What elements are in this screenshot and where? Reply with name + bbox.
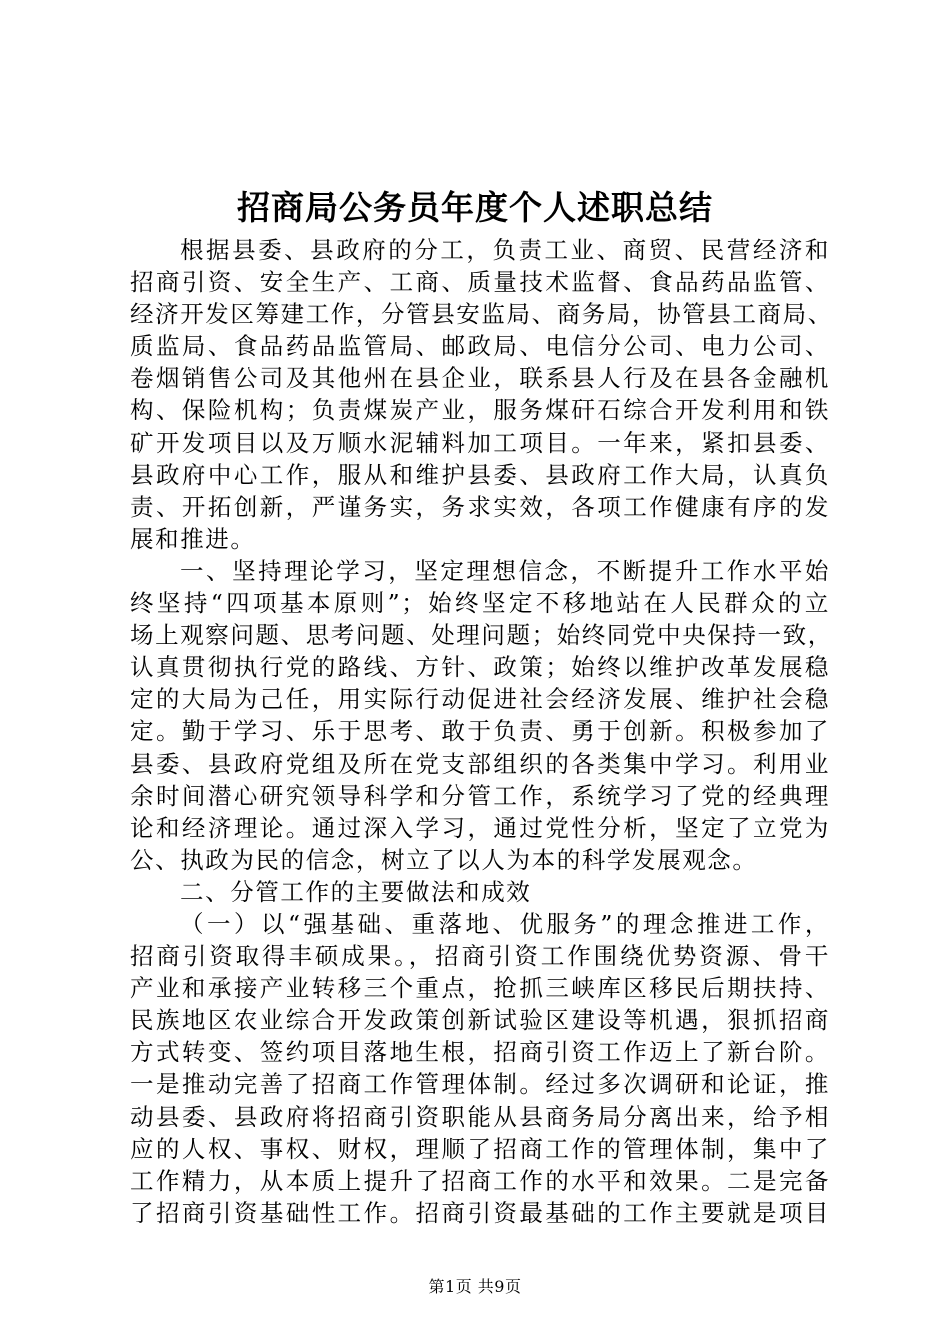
body-line: 论和经济理论。通过深入学习，通过党性分析，坚定了立党为 xyxy=(130,813,830,842)
page-number-footer: 第1页 共9页 xyxy=(428,1277,522,1296)
body-line: 动县委、县政府将招商引资职能从县商务局分离出来，给予相 xyxy=(130,1102,830,1131)
subsection-heading: （一）以“强基础、重落地、优服务”的理念推进工作， xyxy=(180,909,830,938)
body-line: 余时间潜心研究领导科学和分管工作，系统学习了党的经典理 xyxy=(130,781,830,810)
section-heading-1: 一、坚持理论学习，坚定理想信念，不断提升工作水平始 xyxy=(180,556,830,585)
body-line: 公、执政为民的信念，树立了以人为本的科学发展观念。 xyxy=(130,845,758,874)
body-line: 了招商引资基础性工作。招商引资最基础的工作主要就是项目 xyxy=(130,1198,830,1227)
body-line: 构、保险机构；负责煤炭产业，服务煤矸石综合开发利用和铁 xyxy=(130,396,830,425)
body-line: 质监局、食品药品监管局、邮政局、电信分公司、电力公司、 xyxy=(130,332,830,361)
body-line: 招商引资、安全生产、工商、质量技术监督、食品药品监管、 xyxy=(130,268,830,297)
body-line: 卷烟销售公司及其他州在县企业，联系县人行及在县各金融机 xyxy=(130,364,830,393)
body-line: 认真贯彻执行党的路线、方针、政策；始终以维护改革发展稳 xyxy=(130,653,830,682)
body-line: 产业和承接产业转移三个重点，抢抓三峡库区移民后期扶持、 xyxy=(130,974,830,1003)
body-line: 县政府中心工作，服从和维护县委、县政府工作大局，认真负 xyxy=(130,460,830,489)
body-line: 展和推进。 xyxy=(130,524,256,553)
body-line: 应的人权、事权、财权，理顺了招商工作的管理体制，集中了 xyxy=(130,1134,830,1163)
body-line: 定。勤于学习、乐于思考、敢于负责、勇于创新。积极参加了 xyxy=(130,717,830,746)
body-line: 经济开发区筹建工作，分管县安监局、商务局，协管县工商局、 xyxy=(130,300,833,329)
body-line: 定的大局为己任，用实际行动促进社会经济发展、维护社会稳 xyxy=(130,685,830,714)
body-line: 矿开发项目以及万顺水泥辅料加工项目。一年来，紧扣县委、 xyxy=(130,428,830,457)
body-line: 一是推动完善了招商工作管理体制。经过多次调研和论证，推 xyxy=(130,1070,830,1099)
body-line: 民族地区农业综合开发政策创新试验区建设等机遇，狠抓招商 xyxy=(130,1006,830,1035)
document-title: 招商局公务员年度个人述职总结 xyxy=(237,188,713,227)
body-line: 场上观察问题、思考问题、处理问题；始终同党中央保持一致， xyxy=(130,621,833,650)
body-line: 县委、县政府党组及所在党支部组织的各类集中学习。利用业 xyxy=(130,749,830,778)
body-line: 根据县委、县政府的分工，负责工业、商贸、民营经济和 xyxy=(180,236,830,264)
body-line: 工作精力，从本质上提升了招商工作的水平和效果。二是完备 xyxy=(130,1166,830,1195)
body-line: 方式转变、签约项目落地生根，招商引资工作迈上了新台阶。 xyxy=(130,1038,830,1067)
body-line: 终坚持“四项基本原则”；始终坚定不移地站在人民群众的立 xyxy=(130,589,830,618)
body-line: 责、开拓创新，严谨务实，务求实效，各项工作健康有序的发 xyxy=(130,492,830,521)
body-line: 招商引资取得丰硕成果。，招商引资工作围绕优势资源、骨干 xyxy=(130,942,830,971)
section-heading-2: 二、分管工作的主要做法和成效 xyxy=(180,877,532,906)
document-body xyxy=(130,234,833,1229)
